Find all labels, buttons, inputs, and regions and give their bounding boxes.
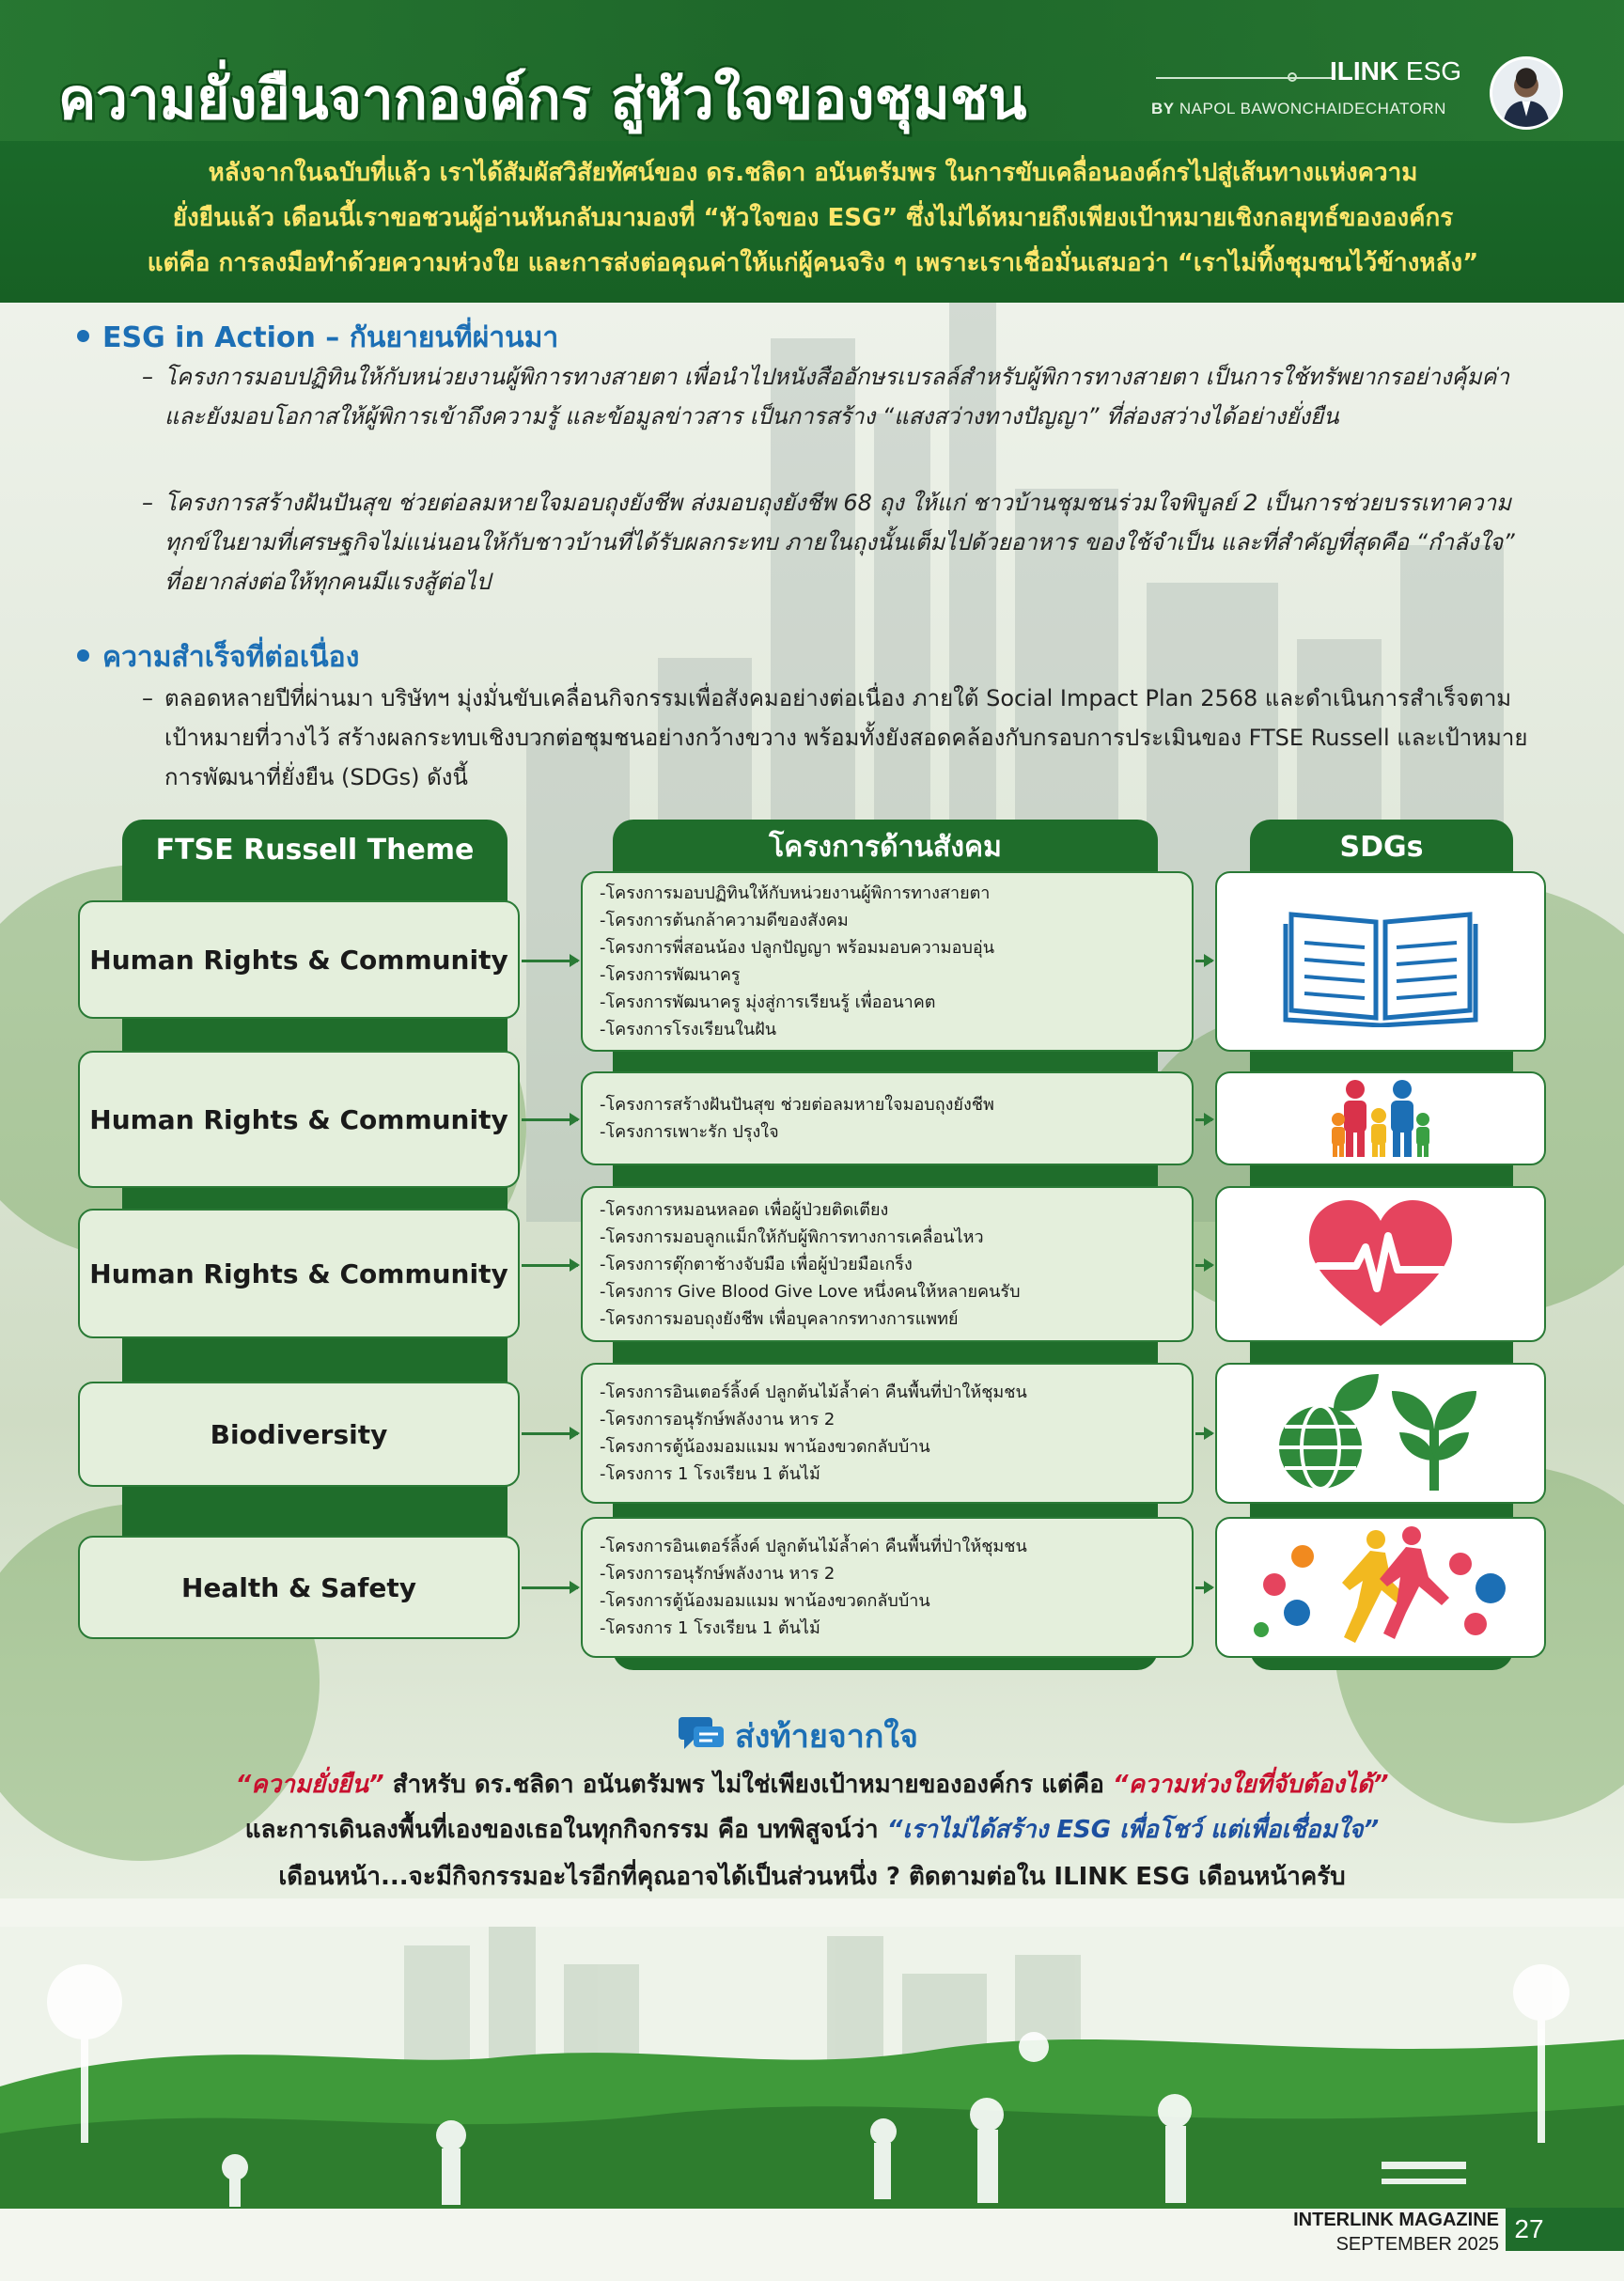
row-arrow	[522, 1118, 578, 1121]
footer-magazine	[1273, 2208, 1499, 2257]
sdg-box-quality-education	[1215, 871, 1546, 1052]
theme-box: Human Rights & Community	[78, 1209, 520, 1338]
sdg-box-family	[1215, 1071, 1546, 1165]
park-scene-illustration	[0, 1927, 1624, 2209]
byline-prefix: BY	[1151, 100, 1175, 117]
project-item: -โครงการตู้น้องมอมแมม พาน้องขวดกลับบ้าน	[600, 1437, 930, 1457]
brand-suffix: ESG	[1405, 56, 1462, 86]
brand-divider-line	[1156, 77, 1335, 79]
row-arrow	[1195, 1586, 1212, 1589]
book-icon	[1282, 896, 1479, 1027]
highlight-tangible-care: “ความห่วงใยที่จับต้องได้”	[1112, 1771, 1389, 1799]
project-list	[581, 1363, 1194, 1504]
dash-marker: –	[142, 490, 153, 516]
project-item: -โครงการโรงเรียนในฝัน	[600, 1020, 777, 1039]
project-item: -โครงการ Give Blood Give Love หนึ่งคนให้หลายคนรับ	[600, 1281, 1021, 1302]
project-item: -โครงการพัฒนาครู	[600, 965, 741, 985]
theme-box: Human Rights & Community	[78, 900, 520, 1019]
bullet-icon	[77, 649, 89, 662]
sdg-box-life-on-land	[1215, 1363, 1546, 1504]
theme-box: Biodiversity	[78, 1382, 520, 1487]
column-header-ftse: FTSE Russell Theme	[122, 820, 508, 885]
closing-line-1	[0, 1765, 1624, 1804]
project-item: -โครงการหมอนหลอด เพื่อผู้ป่วยติดเตียง	[600, 1199, 889, 1220]
brand-divider-dot	[1288, 72, 1297, 82]
column-header-social-projects: โครงการด้านสังคม	[613, 820, 1158, 880]
project-list	[581, 1071, 1194, 1165]
sdg-box-good-health	[1215, 1186, 1546, 1342]
section-heading-text: ความสำเร็จที่ต่อเนื่อง	[102, 641, 360, 674]
author-avatar	[1490, 56, 1563, 130]
row-arrow	[522, 1586, 578, 1589]
project-item: -โครงการอินเตอร์ลิ้งค์ ปลูกต้นไม้ล้ำค่า คืนพื้นที่ป่าให้ชุมชน	[600, 1537, 1027, 1556]
project-item: -โครงการอนุรักษ์พลังงาน หาร 2	[600, 1564, 835, 1584]
section-heading-text: ESG in Action – กันยายนที่ผ่านมา	[102, 321, 559, 354]
project-item: -โครงการมอบถุงยังชีพ เพื่อบุคลากรทางการแพทย์	[600, 1308, 959, 1329]
brand-name	[1330, 56, 1461, 86]
project-item: -โครงการตุ๊กตาช้างจับมือ เพื่อผู้ป่วยมือเกร็ง	[600, 1254, 913, 1274]
project-item: -โครงการสร้างฝันปันสุข ช่วยต่อลมหายใจมอบถุงยังชีพ	[600, 1095, 994, 1115]
closing-line-3: เดือนหน้า...จะมีกิจกรรมอะไรอีกที่คุณอาจได้เป็นส่วนหนึ่ง ? ติดตามต่อใน ILINK ESG เดือนหน้าครับ	[278, 1863, 1346, 1891]
sdg-box-wellbeing	[1215, 1517, 1546, 1658]
intro-paragraph	[66, 150, 1560, 286]
success-item	[142, 679, 1537, 797]
project-item: -โครงการ 1 โรงเรียน 1 ต้นไม้	[600, 1618, 820, 1638]
runners-icon	[1244, 1526, 1517, 1648]
row-arrow	[1195, 1432, 1212, 1435]
footer-bar	[1553, 2208, 1624, 2251]
author-name: NAPOL BAWONCHAIDECHATORN	[1179, 100, 1446, 117]
intro-line: แต่คือ การลงมือทำด้วยความห่วงใย และการส่งต่อคุณค่าให้แก่ผู้คนจริง ๆ เพราะเราเชื่อมั่นเสมอว่า “เราไม่ทิ้งชุมชนไว้ข้างหลัง”	[147, 249, 1479, 277]
project-item: -โครงการตู้น้องมอมแมม พาน้องขวดกลับบ้าน	[600, 1591, 930, 1611]
intro-line: ยั่งยืนแล้ว เดือนนี้เราขอชวนผู้อ่านหันกลับมามองที่ “หัวใจของ ESG” ซึ่งไม่ได้หมายถึงเพียงเป้าหมายเชิงกลยุทธ์ขององค์กร	[172, 204, 1454, 232]
brand-label: ILINK	[1330, 56, 1399, 86]
project-item: -โครงการพี่สอนน้อง ปลูกปัญญา พร้อมมอบความอบอุ่น	[600, 938, 994, 958]
author-byline	[1151, 100, 1446, 118]
success-text: ตลอดหลายปีที่ผ่านมา บริษัทฯ มุ่งมั่นขับเคลื่อนกิจกรรมเพื่อสังคมอย่างต่อเนื่อง ภายใต้ Social Impact Plan 2568 และดำเนินการสำเร็จตามเป้าหมายที่วางไว้ สร้างผลกระทบเชิงบวกต่อชุมชนอย่างกว้างขวาง พร้อมทั้งยังสอดคล้องกับกรอบการประเมินของ FTSE Russell และเป้าหมายการพัฒนาที่ยั่งยืน (SDGs) ดังนี้	[164, 685, 1528, 790]
intro-line: หลังจากในฉบับที่แล้ว เราได้สัมผัสวิสัยทัศน์ของ ดร.ชลิดา อนันตรัมพร ในการขับเคลื่อนองค์กรไปสู่เส้นทางแห่งความ	[208, 159, 1418, 187]
esg-action-item	[142, 357, 1537, 436]
project-list	[581, 871, 1194, 1052]
project-list	[581, 1186, 1194, 1342]
bullet-icon	[77, 330, 89, 342]
highlight-esg-quote: “เราไม่ได้สร้าง ESG เพื่อโชว์ แต่เพื่อเชื่อมใจ”	[886, 1816, 1380, 1844]
section-heading-continued-success	[77, 635, 359, 680]
dash-marker: –	[142, 685, 153, 711]
row-arrow	[1195, 1118, 1212, 1121]
row-arrow	[522, 960, 578, 962]
magazine-name: INTERLINK MAGAZINE	[1293, 2210, 1499, 2230]
project-item: -โครงการเพาะรัก ปรุงใจ	[600, 1122, 779, 1142]
row-arrow	[522, 1432, 578, 1435]
page-title: ความยั่งยืนจากองค์กร สู่หัวใจของชุมชน	[58, 67, 1027, 133]
esg-action-text: โครงการมอบปฏิทินให้กับหน่วยงานผู้พิการทางสายตา เพื่อนำไปหนังสืออักษรเบรลล์สำหรับผู้พิการทางสายตา เป็นการใช้ทรัพยากรอย่างคุ้มค่า และยังมอบโอกาสให้ผู้พิการเข้าถึงความรู้ และข้อมูลข่าวสาร เป็นการสร้าง “แสงสว่างทางปัญญา” ที่ส่องสว่างได้อย่างยั่งยืน	[164, 364, 1509, 430]
author-portrait-icon	[1492, 59, 1560, 127]
project-list	[581, 1517, 1194, 1658]
project-item: -โครงการมอบปฏิทินให้กับหน่วยงานผู้พิการทางสายตา	[600, 883, 991, 903]
project-item: -โครงการ 1 โรงเรียน 1 ต้นไม้	[600, 1464, 820, 1484]
theme-box: Health & Safety	[78, 1536, 520, 1639]
esg-action-text: โครงการสร้างฝันปันสุข ช่วยต่อลมหายใจมอบถุงยังชีพ ส่งมอบถุงยังชีพ 68 ถุง ให้แก่ ชาวบ้านชุมชนร่วมใจพิบูลย์ 2 เป็นการช่วยบรรเทาความทุกข์ในยามที่เศรษฐกิจไม่แน่นอนให้กับชาวบ้านที่ได้รับผลกระทบ ภายในถุงนั้นเต็มไปด้วยอาหาร ของใช้จำเป็น และที่สำคัญที่สุดคือ “กำลังใจ” ที่อยากส่งต่อให้ทุกคนมีแรงสู้ต่อไป	[164, 490, 1515, 595]
page-number: 27	[1506, 2208, 1553, 2251]
issue-month: SEPTEMBER 2025	[1335, 2234, 1499, 2255]
chat-bubble-icon	[677, 1715, 726, 1753]
project-item: -โครงการมอบลูกแม็กให้กับผู้พิการทางการเคลื่อนไหว	[600, 1226, 984, 1247]
section-heading-esg-in-action	[77, 316, 558, 360]
project-item: -โครงการอินเตอร์ลิ้งค์ ปลูกต้นไม้ล้ำค่า คืนพื้นที่ป่าให้ชุมชน	[600, 1383, 1027, 1402]
row-arrow	[1195, 1264, 1212, 1267]
row-arrow	[522, 1264, 578, 1267]
family-icon	[1329, 1078, 1432, 1159]
closing-heading: ส่งท้ายจากใจ	[735, 1718, 918, 1756]
project-item: -โครงการพัฒนาครู มุ่งสู่การเรียนรู้ เพื่ออนาคต	[600, 992, 936, 1012]
closing-line-2	[0, 1810, 1624, 1849]
header-banner	[0, 0, 1624, 303]
highlight-sustainability: “ความยั่งยืน”	[235, 1771, 384, 1799]
esg-action-item	[142, 483, 1537, 601]
closing-text: และการเดินลงพื้นที่เองของเธอในทุกกิจกรรม คือ บทพิสูจน์ว่า	[244, 1816, 887, 1844]
theme-box: Human Rights & Community	[78, 1051, 520, 1188]
leaf-globe-icon	[1268, 1372, 1493, 1494]
closing-text: สำหรับ ดร.ชลิดา อนันตรัมพร ไม่ใช่เพียงเป้าหมายขององค์กร แต่คือ	[383, 1771, 1113, 1799]
dash-marker: –	[142, 364, 153, 390]
project-item: -โครงการอนุรักษ์พลังงาน หาร 2	[600, 1410, 835, 1430]
project-item: -โครงการต้นกล้าความดีของสังคม	[600, 911, 849, 930]
column-header-sdgs: SDGs	[1250, 820, 1513, 880]
heart-pulse-icon	[1305, 1198, 1456, 1330]
row-arrow	[1195, 960, 1212, 962]
